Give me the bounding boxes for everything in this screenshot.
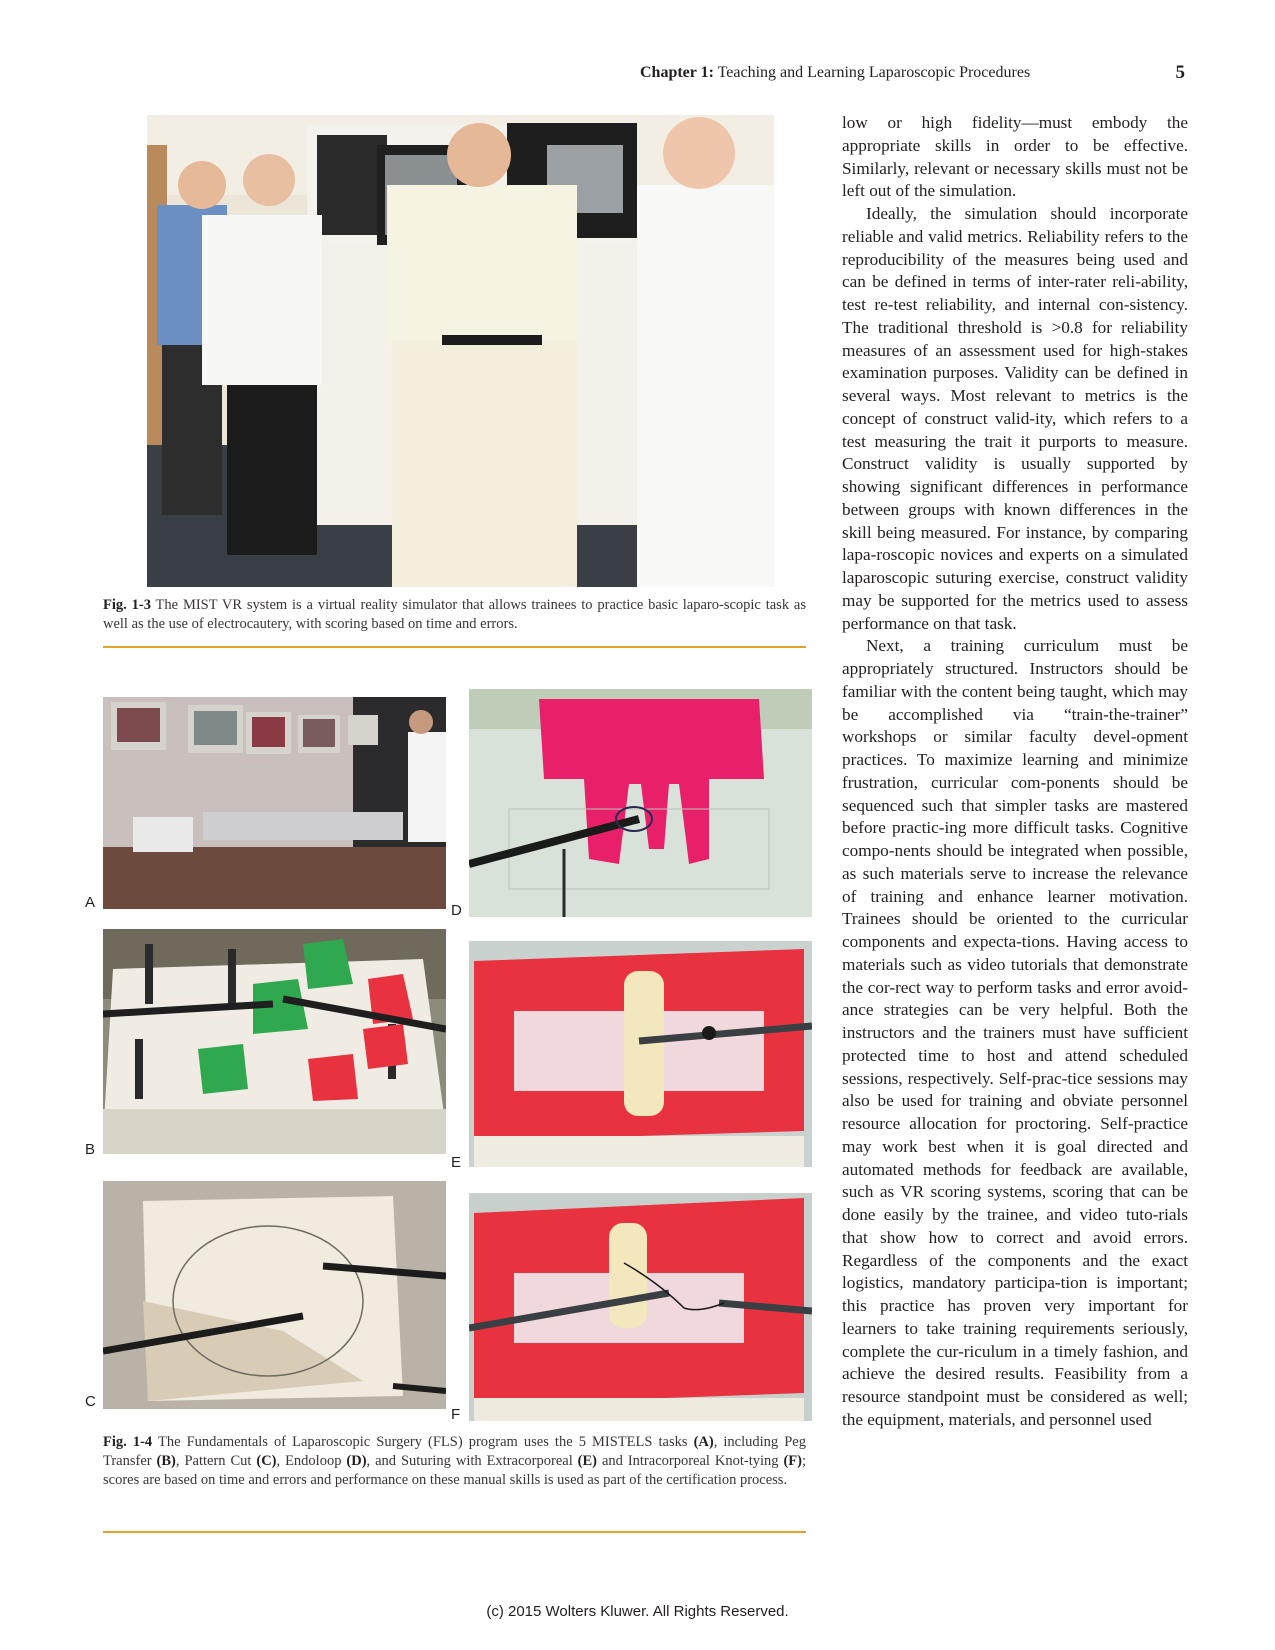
- figure-1-4-label: Fig. 1-4: [103, 1434, 153, 1450]
- panel-letter-b: B: [85, 1141, 96, 1158]
- figure-1-4-rule: [103, 1531, 806, 1533]
- figure-1-3-photo: [147, 115, 774, 587]
- panel-a-photo: [103, 697, 446, 909]
- copyright-footer: (c) 2015 Wolters Kluwer. All Rights Reserved.: [486, 1603, 789, 1620]
- body-paragraph: Next, a training curriculum must be appropriately structured. Instructors should be familiar with the content being taught, which may be accomplished via “train-the-trainer” workshops or similar faculty devel-opment practices. To maximize learning and minimize frustration, curricular com-ponents should be sequenced such that simpler tasks are mastered before practic-ing more difficult tasks. Cognitive compo-nents should be integrated when possible, as such materials serve to increase the relevance of training and enhance learner motivation. Trainees should be oriented to the curricular components and expecta-tions. Having access to materials such as video tutorials that demonstrate the cor-rect way to perform tasks and error avoid-ance strategies can be very helpful. Both the instructors and the trainers must have sufficient protected time to host and attend scheduled sessions, respectively. Self-prac-tice sessions may also be used for training and obviate personnel resource allocation for proctoring. Self-practice may work best when it is goal directed and automated methods for feedback are available, such as VR scoring systems, scoring that can be done easily by the trainee, and video tuto-rials that show how to correct and avoid errors. Regardless of the components and the exact logistics, mandatory participa-tion is important; this practice has proven very important for learners to take training requirements seriously, complete the cur-riculum in a timely fashion, and achieve the desired results. Feasibility from a resource standpoint must be considered as well; the equipment, materials, and personnel used: [842, 636, 1188, 1429]
- page-number: 5: [1175, 62, 1185, 83]
- chapter-title: Chapter 1: Teaching and Learning Laparoscopic Procedures: [640, 64, 1031, 81]
- figure-1-3-label: Fig. 1-3: [103, 597, 151, 613]
- panel-letter-a: A: [85, 894, 96, 911]
- panel-letter-e: E: [451, 1154, 462, 1171]
- panel-d-photo: [469, 689, 812, 917]
- body-paragraph: Ideally, the simulation should incorporate reliable and valid metrics. Reliability refers to the reproducibility of the measures being used and can be defined in terms of inter-rater reli-ability, test re-test reliability, and internal con-sistency. The traditional threshold is >0.8 for reliability measures of an assessment used for high-stakes examination purposes. Validity can be defined in several ways. Most relevant to metrics is the concept of construct valid-ity, which refers to a test measuring the trait it purports to measure. Construct validity is usually supported by showing significant differences in performance between groups with known differences in the skill being measured. For instance, by comparing lapa-roscopic novices and experts on a simulated laparoscopic suturing exercise, construct validity may be supported for the metrics used to assess performance on that task.: [842, 204, 1188, 633]
- figure-1-3-caption: Fig. 1-3 The MIST VR system is a virtual reality simulator that allows trainees to practice basic laparo-scopic task as well as the use of electrocautery, with scoring based on time and errors.: [103, 597, 806, 632]
- figure-1-4-caption: Fig. 1-4 The Fundamentals of Laparoscopic Surgery (FLS) program uses the 5 MISTELS tasks (A), including Peg Transfer (B), Pattern Cut (C), Endoloop (D), and Suturing with Extracorporeal (E) and Intracorporeal Knot-tying (F); scores are based on time and errors and performance on these manual skills is used as part of the certification process.: [103, 1434, 807, 1488]
- body-paragraph: low or high fidelity—must embody the appropriate skills in order to be effective. Similarly, relevant or necessary skills must not be left out of the simulation.: [842, 113, 1188, 201]
- panel-f-photo: [469, 1193, 812, 1421]
- panel-letter-f: F: [451, 1406, 461, 1423]
- panel-e-photo: [469, 941, 812, 1167]
- panel-b-photo: [103, 929, 446, 1154]
- running-header: [640, 62, 1185, 88]
- panel-letter-c: C: [85, 1393, 96, 1410]
- panel-letter-d: D: [451, 902, 462, 919]
- body-text-column: [842, 112, 1188, 1432]
- panel-c-photo: [103, 1181, 446, 1409]
- figure-1-3-rule: [103, 646, 806, 648]
